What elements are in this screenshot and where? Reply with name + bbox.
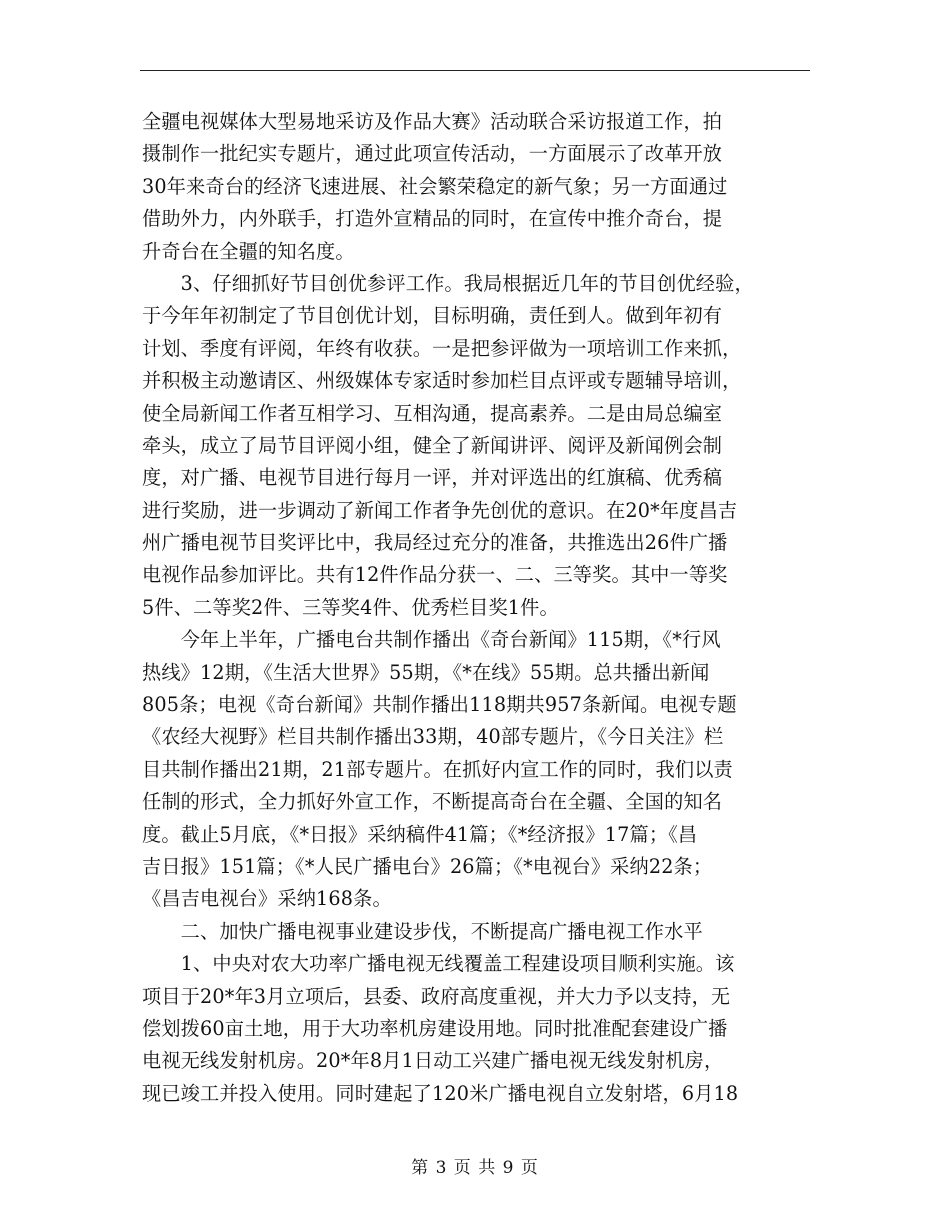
text-line: 并积极主动邀请区、州级媒体专家适时参加栏目点评或专题辅导培训，: [142, 369, 742, 393]
text-line: 二、加快广播电视事业建设步伐，不断提高广播电视工作水平: [142, 919, 703, 943]
text-line: 805条；电视《奇台新闻》共制作播出118期共957条新闻。电视专题: [142, 693, 737, 717]
text-line: 任制的形式，全力抓好外宣工作，不断提高奇台在全疆、全国的知名: [142, 790, 723, 814]
text-line: 使全局新闻工作者互相学习、互相沟通，提高素养。二是由局总编室: [142, 401, 723, 425]
text-line: 《农经大视野》栏目共制作播出33期，40部专题片，《今日关注》栏: [142, 725, 724, 749]
text-line: 1、中央对农大功率广播电视无线覆盖工程建设项目顺利实施。该: [142, 952, 735, 976]
text-line: 借助外力，内外联手，打造外宣精品的同时，在宣传中推介奇台，提: [142, 207, 723, 231]
text-line: 进行奖励，进一步调动了新闻工作者争先创优的意识。在20*年度昌吉: [142, 498, 738, 522]
text-line: 吉日报》151篇；《*人民广播电台》26篇；《*电视台》采纳22条；: [142, 854, 713, 878]
text-line: 度。截止5月底，《*日报》采纳稿件41篇；《*经济报》17篇；《昌: [142, 822, 698, 846]
text-line: 摄制作一批纪实专题片，通过此项宣传活动，一方面展示了改革开放: [142, 142, 723, 166]
text-line: 《昌吉电视台》采纳168条。: [142, 887, 392, 911]
text-line: 升奇台在全疆的知名度。: [142, 239, 355, 263]
text-line: 偿划拨60亩土地，用于大功率机房建设用地。同时批准配套建设广播: [142, 1016, 728, 1040]
text-line: 项目于20*年3月立项后，县委、政府高度重视，并大力予以支持，无: [142, 984, 731, 1008]
text-line: 度，对广播、电视节目进行每月一评，并对评选出的红旗稿、优秀稿: [142, 466, 723, 490]
text-line: 5件、二等奖2件、三等奖4件、优秀栏目奖1件。: [142, 595, 559, 619]
text-line: 全疆电视媒体大型易地采访及作品大赛》活动联合采访报道工作，拍: [142, 110, 723, 133]
text-line: 3、仔细抓好节目创优参评工作。我局根据近几年的节目创优经验，: [142, 271, 754, 295]
page-number: 第 3 页 共 9 页: [411, 1158, 539, 1178]
text-line: 计划、季度有评阅，年终有收获。一是把参评做为一项培训工作来抓，: [142, 336, 742, 360]
text-line: 州广播电视节目奖评比中，我局经过充分的准备，共推选出26件广播: [142, 531, 728, 555]
text-line: 电视作品参加评比。共有12件作品分获一、二、三等奖。其中一等奖: [142, 563, 728, 587]
text-line: 现已竣工并投入使用。同时建起了120米广播电视自立发射塔，6月18: [142, 1081, 739, 1105]
text-line: 今年上半年，广播电台共制作播出《奇台新闻》115期，《*行风: [142, 628, 721, 652]
text-line: 目共制作播出21期，21部专题片。在抓好内宣工作的同时，我们以责: [142, 757, 733, 781]
text-line: 30年来奇台的经济飞速进展、社会繁荣稳定的新气象；另一方面通过: [142, 174, 728, 198]
text-line: 于今年年初制定了节目创优计划，目标明确，责任到人。做到年初有: [142, 304, 723, 328]
text-line: 牵头，成立了局节目评阅小组，健全了新闻讲评、阅评及新闻例会制: [142, 433, 723, 457]
text-line: 电视无线发射机房。20*年8月1日动工兴建广播电视无线发射机房，: [142, 1049, 724, 1073]
text-line: 热线》12期，《生活大世界》55期，《*在线》55期。总共播出新闻: [142, 660, 710, 684]
document-body: [142, 106, 818, 1110]
header-rule: [140, 70, 810, 71]
